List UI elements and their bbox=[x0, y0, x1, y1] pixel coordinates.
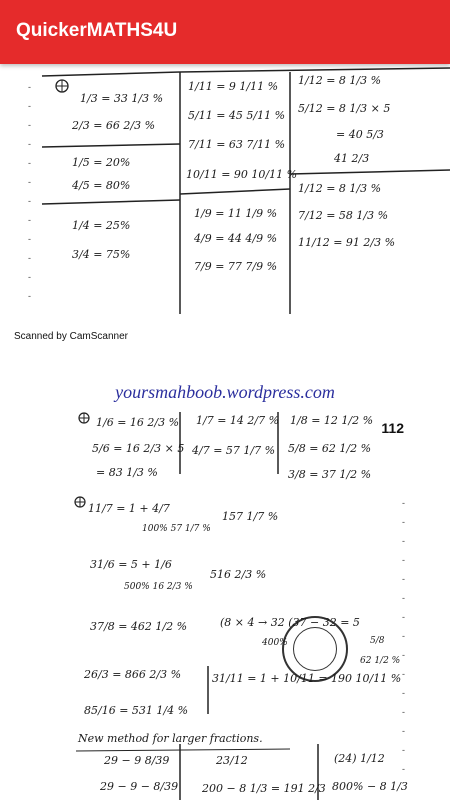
note-41-2-3: 41 2/3 bbox=[334, 152, 370, 165]
note-2-3: 2/3 = 66 2/3 % bbox=[72, 119, 156, 132]
note-11-12: 11/12 = 91 2/3 % bbox=[298, 236, 396, 249]
scanned-page-1 bbox=[0, 64, 450, 319]
bottom-24-12: (24) 1/12 bbox=[334, 752, 385, 765]
punch-dots-right: - - - - - - - - - - - - - - - bbox=[402, 498, 405, 774]
document-viewer[interactable] bbox=[0, 64, 450, 800]
note-1-3: 1/3 = 33 1/3 % bbox=[80, 92, 164, 105]
row-1-8: 1/8 = 12 1/2 % bbox=[290, 414, 374, 427]
site-url: yoursmahboob.wordpress.com bbox=[115, 382, 335, 402]
note-1-11: 1/11 = 9 1/11 % bbox=[188, 80, 279, 93]
work-31-6-parts: 500% 16 2/3 % bbox=[124, 582, 193, 592]
work-11-7-parts: 100% 57 1/7 % bbox=[142, 524, 211, 534]
note-40-5-3: = 40 5/3 bbox=[336, 128, 384, 141]
punch-dots-left: - - - - - - - - - - - - bbox=[28, 82, 31, 301]
note-1-9: 1/9 = 11 1/9 % bbox=[194, 207, 278, 220]
work-85-16: 85/16 = 531 1/4 % bbox=[84, 704, 189, 717]
note-7-12: 7/12 = 58 1/3 % bbox=[298, 209, 389, 222]
page-number: 112 bbox=[381, 420, 404, 436]
row-4-7: 4/7 = 57 1/7 % bbox=[192, 444, 276, 457]
scanned-page-2 bbox=[0, 354, 450, 800]
work-5-8: 5/8 bbox=[370, 636, 385, 646]
row-1-7: 1/7 = 14 2/7 % bbox=[196, 414, 280, 427]
row-5-6: 5/6 = 16 2/3 × 5 bbox=[92, 442, 185, 455]
app-title: QuickerMATHS4U bbox=[16, 20, 178, 41]
app-bar bbox=[0, 0, 450, 64]
work-11-7: 11/7 = 1 + 4/7 bbox=[88, 502, 170, 515]
note-10-11: 10/11 = 90 10/11 % bbox=[186, 168, 298, 181]
note-1-4: 1/4 = 25% bbox=[72, 219, 131, 232]
note-7-11: 7/11 = 63 7/11 % bbox=[188, 138, 286, 151]
work-31-6-result: 516 2/3 % bbox=[210, 568, 267, 581]
work-26-3: 26/3 = 866 2/3 % bbox=[84, 668, 182, 681]
note-5-11: 5/11 = 45 5/11 % bbox=[188, 109, 286, 122]
work-11-7-result: 157 1/7 % bbox=[222, 510, 279, 523]
bottom-29-9-b: 29 − 9 − 8/39 bbox=[100, 780, 179, 793]
row-83: = 83 1/3 % bbox=[96, 466, 158, 479]
work-62-half: 62 1/2 % bbox=[360, 656, 401, 666]
work-31-6: 31/6 = 5 + 1/6 bbox=[90, 558, 172, 571]
work-31-11: 31/11 = 1 + 10/11 = 190 10/11 % bbox=[212, 672, 402, 685]
note-1-12: 1/12 = 8 1/3 % bbox=[298, 74, 382, 87]
bottom-800: 800% − 8 1/3 bbox=[332, 780, 408, 793]
note-1-5: 1/5 = 20% bbox=[72, 156, 131, 169]
row-5-8: 5/8 = 62 1/2 % bbox=[288, 442, 372, 455]
bottom-23-12: 23/12 bbox=[216, 754, 248, 767]
note-new-method: New method for larger fractions. bbox=[78, 732, 263, 745]
note-1-12-b: 1/12 = 8 1/3 % bbox=[298, 182, 382, 195]
row-3-8: 3/8 = 37 1/2 % bbox=[288, 468, 372, 481]
note-5-12: 5/12 = 8 1/3 × 5 bbox=[298, 102, 391, 115]
work-37-8: 37/8 = 462 1/2 % bbox=[90, 620, 188, 633]
scanned-by-label: Scanned by CamScanner bbox=[14, 331, 128, 342]
work-37-8-method: (8 × 4 → 32 (37 − 32 = 5 bbox=[220, 616, 360, 629]
bottom-200: 200 − 8 1/3 = 191 2/3 bbox=[202, 782, 326, 795]
work-400: 400% bbox=[262, 638, 288, 648]
bottom-29-9: 29 − 9 8/39 bbox=[104, 754, 170, 767]
row-1-6: 1/6 = 16 2/3 % bbox=[96, 416, 180, 429]
note-3-4: 3/4 = 75% bbox=[72, 248, 131, 261]
note-4-9: 4/9 = 44 4/9 % bbox=[194, 232, 278, 245]
note-7-9: 7/9 = 77 7/9 % bbox=[194, 260, 278, 273]
note-4-5: 4/5 = 80% bbox=[72, 179, 131, 192]
